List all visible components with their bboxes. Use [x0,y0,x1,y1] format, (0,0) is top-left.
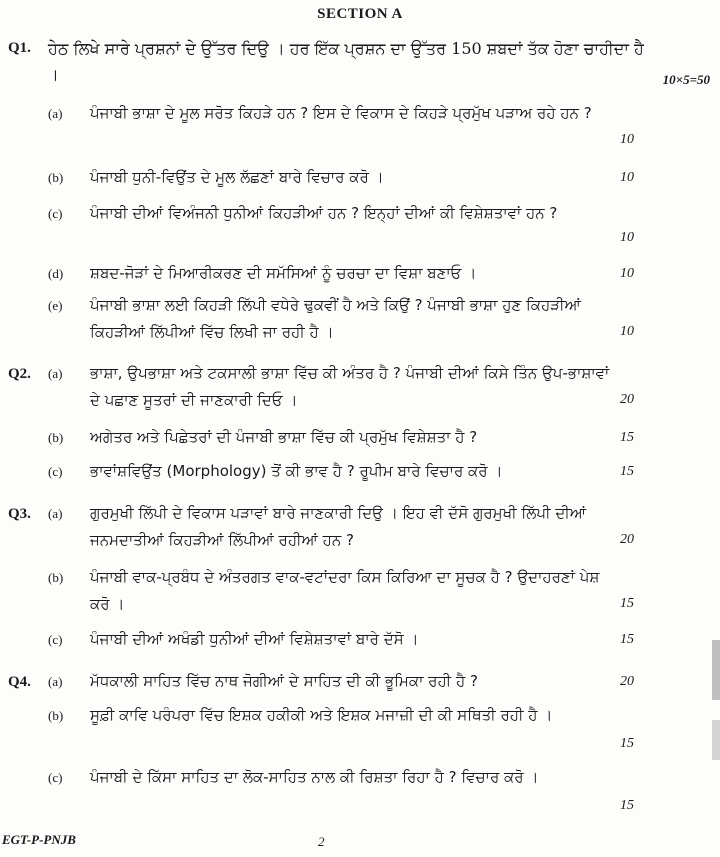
part-text: ਪੰਜਾਬੀ ਭਾਸ਼ਾ ਦੇ ਮੂਲ ਸਰੋਤ ਕਿਹੜੇ ਹਨ ? ਇਸ ਦੇ ਵਿਕਾਸ ਦੇ ਕਿਹੜੇ ਪ੍ਰਮੁੱਖ ਪੜਾਅ ਰਹੇ ਹਨ ? [90,104,592,122]
part-marks: 10 [620,266,634,281]
part-label: (a) [48,106,63,121]
question-2-number: Q2. [8,366,31,382]
part-marks: 15 [620,736,634,751]
part-text: ਪੰਜਾਬੀ ਧੁਨੀ-ਵਿਉਂਤ ਦੇ ਮੂਲ ਲੱਛਣਾਂ ਬਾਰੇ ਵਿਚਾਰ ਕਰੋ । [90,168,384,186]
part-label: (d) [48,266,64,281]
part-label: (b) [48,570,64,585]
part-text: ਭਾਵਾਂਸ਼ਵਿਉਂਤ (Morphology) ਤੋਂ ਕੀ ਭਾਵ ਹੈ ? ਰੂਪੀਮ ਬਾਰੇ ਵਿਚਾਰ ਕਰੋ । [90,462,503,480]
part-text: ਮੱਧਕਾਲੀ ਸਾਹਿਤ ਵਿੱਚ ਨਾਥ ਜੋਗੀਆਂ ਦੇ ਸਾਹਿਤ ਦੀ ਕੀ ਭੂਮਿਕਾ ਰਹੀ ਹੈ ? [90,672,478,690]
part-label: (b) [48,430,64,445]
part-marks: 15 [620,798,634,813]
section-title: SECTION A [317,6,403,22]
part-label: (a) [48,506,63,521]
part-marks: 20 [620,674,634,689]
part-text: ਅਗੇਤਰ ਅਤੇ ਪਿਛੇਤਰਾਂ ਦੀ ਪੰਜਾਬੀ ਭਾਸ਼ਾ ਵਿੱਚ ਕੀ ਪ੍ਰਮੁੱਖ ਵਿਸ਼ੇਸ਼ਤਾ ਹੈ ? [90,428,478,446]
part-label: (b) [48,708,64,723]
part-label: (c) [48,206,63,221]
part-marks: 15 [620,632,634,647]
page-number: 2 [318,834,325,849]
question-3-number: Q3. [8,506,31,522]
part-text: ਸੂਫ਼ੀ ਕਾਵਿ ਪਰੰਪਰਾ ਵਿੱਚ ਇਸ਼ਕ ਹਕੀਕੀ ਅਤੇ ਇਸ਼ਕ ਮਜਾਜ਼ੀ ਦੀ ਕੀ ਸਥਿਤੀ ਰਹੀ ਹੈ । [90,706,553,724]
part-label: (c) [48,464,63,479]
question-4-number: Q4. [8,674,31,690]
part-label: (c) [48,770,63,785]
part-marks: 10 [620,324,634,339]
part-label: (c) [48,632,63,647]
part-text: ਗੁਰਮੁਖੀ ਲਿੱਪੀ ਦੇ ਵਿਕਾਸ ਪੜਾਵਾਂ ਬਾਰੇ ਜਾਣਕਾਰੀ ਦਿਉ । ਇਹ ਵੀ ਦੱਸੋ ਗੁਰਮੁਖੀ ਲਿੱਪੀ ਦੀਆਂ ਜਨਮਦਾਤੀਆਂ ਕਿਹੜੀਆਂ ਲਿੱਪੀਆਂ ਰਹੀਆਂ ਹਨ ? [90,504,587,549]
part-label: (a) [48,674,63,689]
part-marks: 15 [620,464,634,479]
part-text: ਭਾਸ਼ਾ, ਉਪਭਾਸ਼ਾ ਅਤੇ ਟਕਸਾਲੀ ਭਾਸ਼ਾ ਵਿੱਚ ਕੀ ਅੰਤਰ ਹੈ ? ਪੰਜਾਬੀ ਦੀਆਂ ਕਿਸੇ ਤਿੰਨ ਉਪ-ਭਾਸ਼ਾਵਾਂ ਦੇ ਪਛਾਣ ਸੂਤਰਾਂ ਦੀ ਜਾਣਕਾਰੀ ਦਿਓ । [90,364,610,409]
part-marks: 20 [620,392,634,407]
part-label: (b) [48,170,64,185]
question-1-number: Q1. [8,40,31,56]
question-1-total-marks: 10×5=50 [662,72,710,87]
part-text: ਸ਼ਬਦ-ਜੋੜਾਂ ਦੇ ਮਿਆਰੀਕਰਣ ਦੀ ਸਮੱਸਿਆਂ ਨੂੰ ਚਰਚਾ ਦਾ ਵਿਸ਼ਾ ਬਣਾਓ । [90,264,477,282]
question-1-instruction: ਹੇਠ ਲਿਖੇ ਸਾਰੇ ਪ੍ਰਸ਼ਨਾਂ ਦੇ ਉੱਤਰ ਦਿਉ । ਹਰ ਇੱਕ ਪ੍ਰਸ਼ਨ ਦਾ ਉੱਤਰ 150 ਸ਼ਬਦਾਂ ਤੱਕ ਹੋਣਾ ਚਾਹੀਦਾ ਹੈ । [48,39,644,84]
part-marks: 10 [620,170,634,185]
part-marks: 10 [620,132,634,147]
scan-edge-mark [712,640,720,700]
part-marks: 15 [620,430,634,445]
part-label: (e) [48,298,63,313]
part-text: ਪੰਜਾਬੀ ਵਾਕ-ਪ੍ਰਬੰਧ ਦੇ ਅੰਤਰਗਤ ਵਾਕ-ਵਟਾਂਦਰਾ ਕਿਸ ਕਿਰਿਆ ਦਾ ਸੂਚਕ ਹੈ ? ਉਦਾਹਰਣਾਂ ਪੇਸ਼ ਕਰੋ । [90,568,600,613]
part-marks: 10 [620,230,634,245]
part-label: (a) [48,366,63,381]
part-marks: 15 [620,596,634,611]
part-marks: 20 [620,532,634,547]
paper-code: EGT-P-PNJB [2,832,76,847]
part-text: ਪੰਜਾਬੀ ਦੀਆਂ ਵਿਅੰਜਨੀ ਧੁਨੀਆਂ ਕਿਹੜੀਆਂ ਹਨ ? ਇਨ੍ਹਾਂ ਦੀਆਂ ਕੀ ਵਿਸ਼ੇਸ਼ਤਾਵਾਂ ਹਨ ? [90,204,558,222]
part-text: ਪੰਜਾਬੀ ਭਾਸ਼ਾ ਲਈ ਕਿਹੜੀ ਲਿੱਪੀ ਵਧੇਰੇ ਢੁਕਵੀਂ ਹੈ ਅਤੇ ਕਿਉਂ ? ਪੰਜਾਬੀ ਭਾਸ਼ਾ ਹੁਣ ਕਿਹੜੀਆਂ ਕਿਹੜੀਆਂ ਲਿੱਪੀਆਂ ਵਿੱਚ ਲਿਖੀ ਜਾ ਰਹੀ ਹੈ । [90,296,581,341]
part-text: ਪੰਜਾਬੀ ਦੀਆਂ ਅਖੰਡੀ ਧੁਨੀਆਂ ਦੀਆਂ ਵਿਸ਼ੇਸ਼ਤਾਵਾਂ ਬਾਰੇ ਦੱਸੋ । [90,630,419,648]
part-text: ਪੰਜਾਬੀ ਦੇ ਕਿੱਸਾ ਸਾਹਿਤ ਦਾ ਲੋਕ-ਸਾਹਿਤ ਨਾਲ ਕੀ ਰਿਸ਼ਤਾ ਰਿਹਾ ਹੈ ? ਵਿਚਾਰ ਕਰੋ । [90,768,539,786]
scan-edge-mark [712,720,720,760]
